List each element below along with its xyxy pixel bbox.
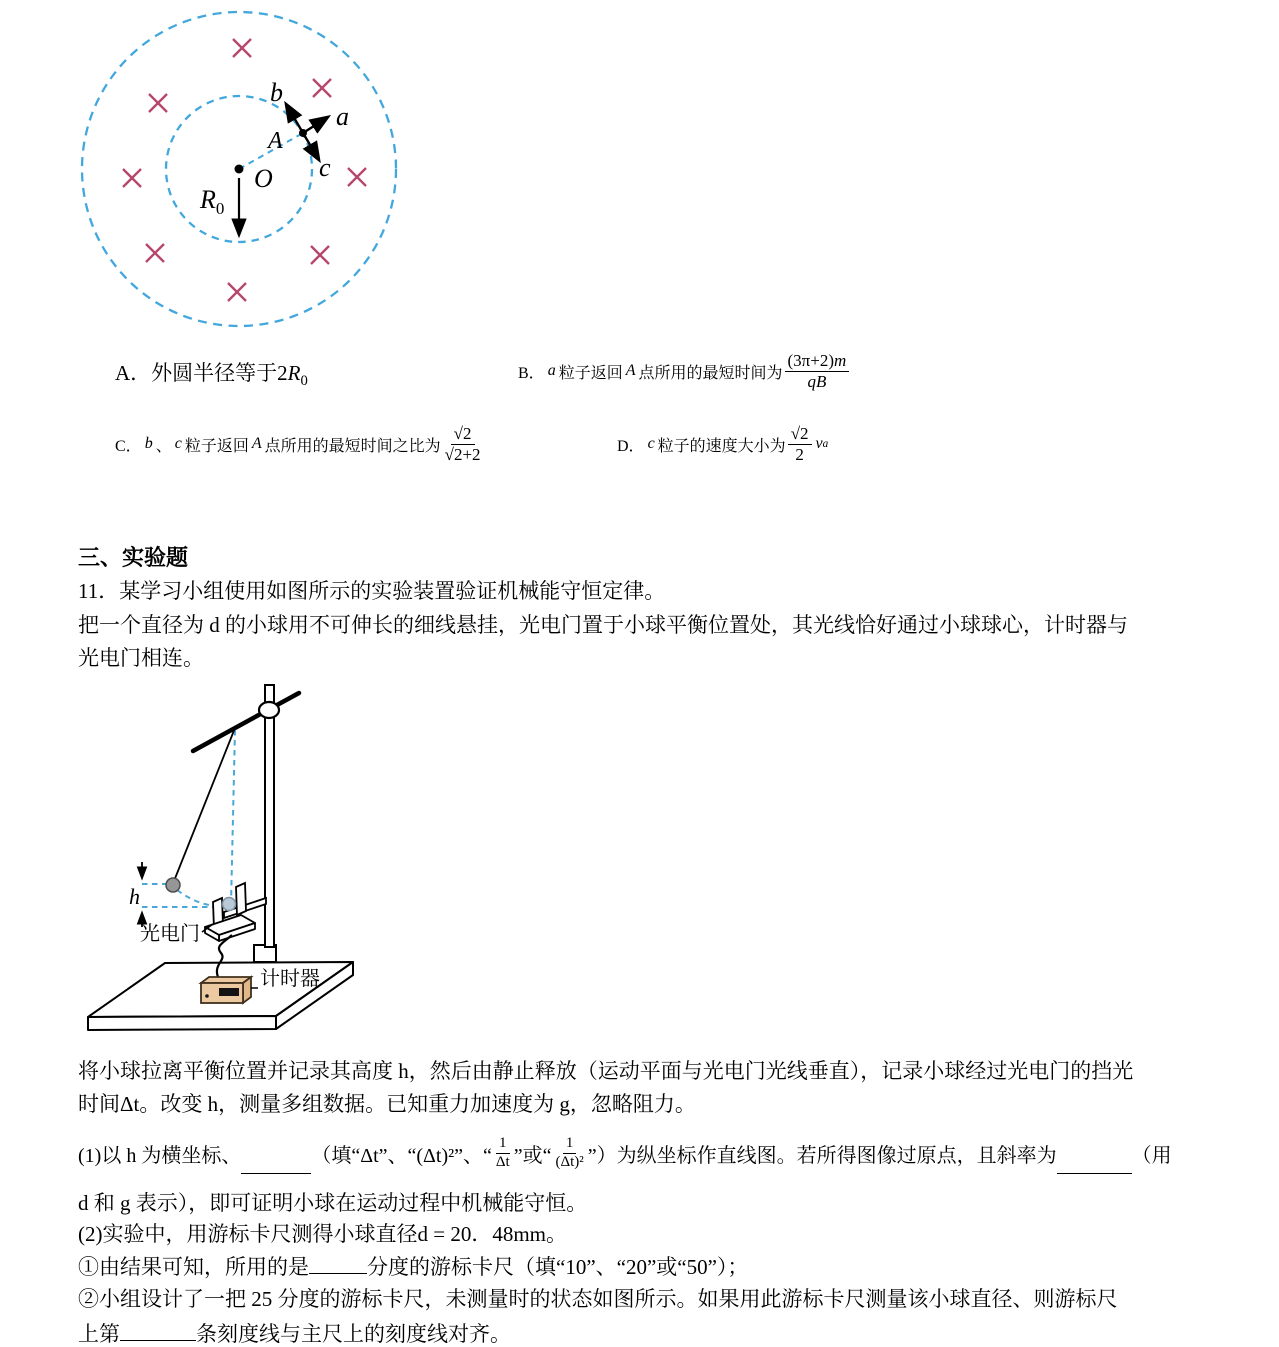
answer-blank-4 [120,1319,196,1341]
question-11-intro-line1: 把一个直径为 d 的小球用不可伸长的细线悬挂，光电门置于小球平衡位置处，其光线恰好通过小球球心，计时器与 [78,613,1128,637]
magnetic-field-figure [70,2,410,338]
magnetic-field-svg [70,2,410,338]
option-c-fraction: $\frac{√2}{√2+2}$ [444,423,481,464]
pendulum-ball [166,878,180,892]
option-d-fraction: $\frac{√2}{2}$ [788,424,812,464]
cross-icon [228,283,246,301]
answer-blank-3 [309,1252,367,1274]
option-c-label: C． [115,437,142,455]
cross-icon [313,79,331,97]
option-d-label: D． [617,437,645,455]
apparatus-svg [85,675,395,1040]
velocity-arrow-c [303,133,319,160]
option-a: A．外圆半径等于$2R_0$ [115,361,308,390]
option-b-fraction: $\frac{(3\pi+2)m}{qB}$ [785,351,850,391]
construction-dashed-lines [142,730,235,907]
center-point-O-dot [235,165,244,174]
timer-display-slot [219,988,239,996]
ball-at-photogate [223,898,236,911]
question-11-stem: 11．某学习小组使用如图所示的实验装置验证机械能守恒定律。 [78,579,666,603]
rod-clamp [259,702,279,718]
question-2-sub2: ②小组设计了一把 25 分度的游标卡尺，未测量时的状态如图所示。如果用此游标卡尺测量该小球直径、则游标尺 [78,1287,1118,1311]
question-1-line1: (1)以 h 为横坐标、 （填“Δt”、“(Δt)²”、“ $\frac{1}{\Delta t}$ ”或“ $\frac{1}{\text{(Δt)²}}$ ”）为纵坐标作直线图。若所得图像过原点，且斜率为 （用 [78,1126,1172,1180]
question-2-intro: (2)实验中，用游标卡尺测得小球直径d = 20．48mm。 [78,1222,567,1246]
procedure-line2: 时间Δt。改变 h，测量多组数据。已知重力加速度为 g，忽略阻力。 [78,1092,696,1116]
fraction-1-over-dt-squared: $\frac{1}{\text{(Δt)²}}$ [555,1135,584,1170]
velocity-arrow-a [303,117,328,133]
label-R0: $R_0$ [200,185,225,218]
label-h: h [129,884,140,909]
option-b-label: B． [518,364,545,382]
option-d: D． c 粒子的速度大小为 $\frac{√2}{2}$ v a [617,423,829,464]
stand-vertical-rod [265,685,274,947]
label-a: a [336,102,349,131]
label-O: O [254,164,273,193]
cross-icon [233,39,251,57]
photogate-right-prong [236,883,246,915]
diagonal-support-rod [193,693,299,751]
option-a-label: A． [115,361,152,385]
velocity-arrow-b [286,104,303,133]
label-A: A [268,128,283,154]
section-heading: 三、实验题 [78,545,189,570]
answer-blank-1 [241,1153,311,1174]
option-c: C． b 、 c 粒子返回 A 点所用的最短时间之比为 $\frac{√2}{√2+2}$ [115,423,481,464]
label-c: c [319,153,331,182]
option-a-text: 外圆半径等于2 [151,361,288,385]
timer-box [201,977,251,1003]
cross-icon [146,244,164,262]
label-b: b [270,78,283,107]
fraction-1-over-dt: $\frac{1}{\Delta t}$ [495,1135,510,1170]
plumb-dashed-line [231,730,235,904]
question-1-line2: d 和 g 表示），即可证明小球在运动过程中机械能守恒。 [78,1191,588,1215]
pendulum-string [174,728,235,881]
label-timer: 计时器 [260,968,320,990]
option-b: B． a 粒子返回 A 点所用的最短时间为 $\frac{(3\pi+2)m}{qB}$ [518,348,851,394]
question-2-sub1: ①由结果可知，所用的是 分度的游标卡尺（填“10”、“20”或“50”）； [78,1252,748,1281]
question-2-sub3: 上第 条刻度线与主尺上的刻度线对齐。 [78,1319,511,1347]
cross-icon [149,94,167,112]
answer-blank-2 [1057,1153,1132,1174]
cross-icon [348,168,366,186]
label-photogate: 光电门 [140,923,200,945]
cross-icon [123,169,141,187]
option-a-variable: R [287,361,301,385]
procedure-line1: 将小球拉离平衡位置并记录其高度 h，然后由静止释放（运动平面与光电门光线垂直），记录小球经过光电门的挡光 [78,1059,1134,1083]
cross-icon [311,246,329,264]
apparatus-figure [85,675,395,1040]
timer-indicator-dot [205,994,209,998]
question-11-intro-line2: 光电门相连。 [78,646,204,670]
